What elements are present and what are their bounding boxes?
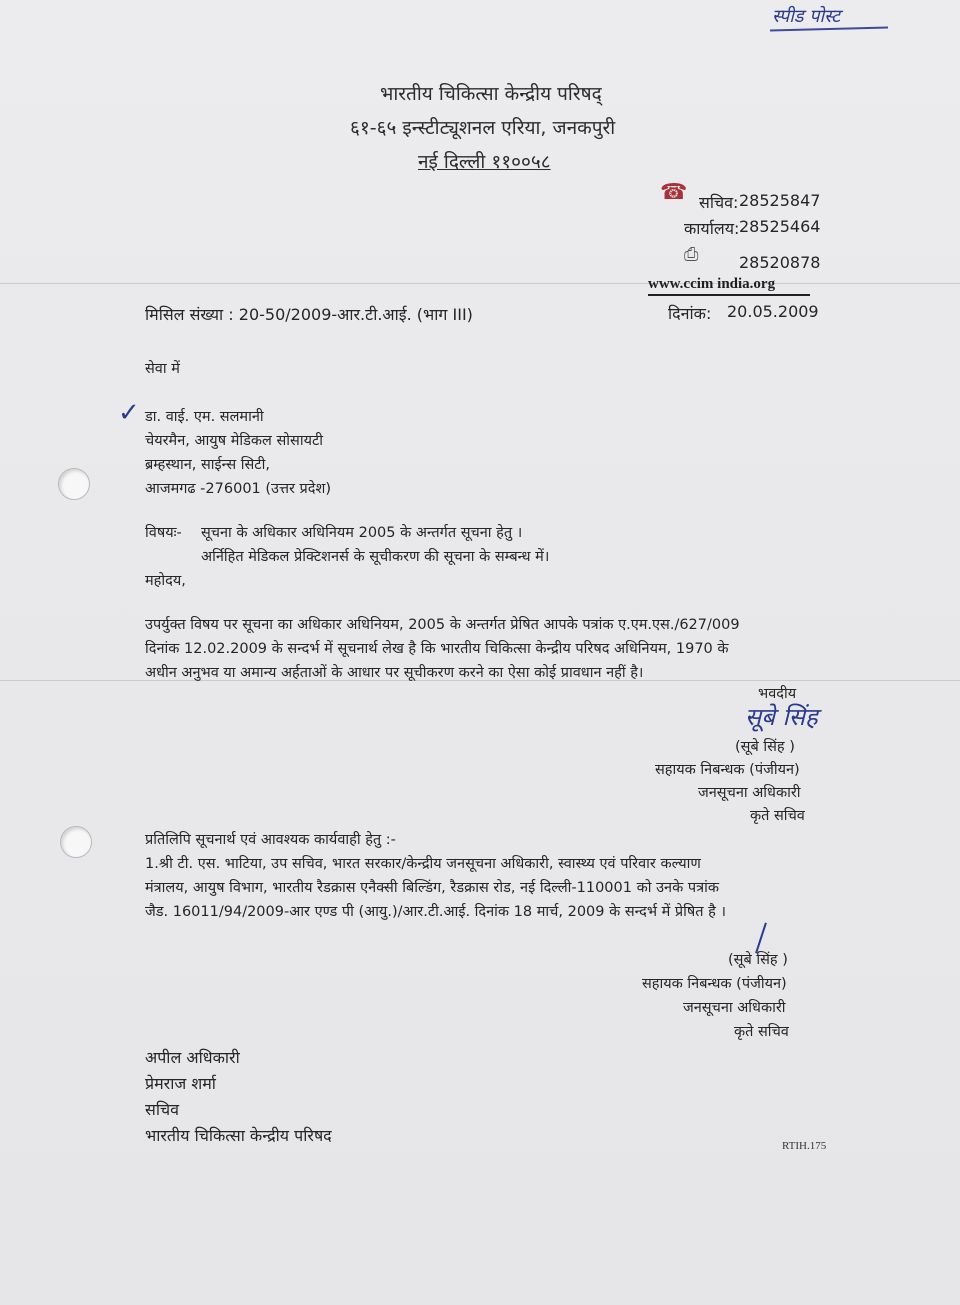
telephone-icon: ☎ [660,180,688,205]
handwritten-signature: सूबे सिंह [745,703,818,731]
office-label: कार्यालय: [684,219,740,238]
recipient-line: ब्रम्हस्थान, साईन्स सिटी, [145,457,270,473]
signatory-for: कृते सचिव [734,1024,789,1040]
handwritten-note: स्पीड पोस्ट [772,6,841,27]
copy-heading: प्रतिलिपि सूचनार्थ एवं आवश्यक कार्यवाही हेतु :- [145,832,396,848]
signatory-role: जनसूचना अधिकारी [698,785,801,801]
subject-label: विषयः- [145,525,182,541]
copy-line: जैड. 16011/94/2009-आर एण्ड पी (आयु.)/आर.टी.आई. दिनांक 18 मार्च, 2009 के सन्दर्भ में प्रेषित है । [145,904,726,920]
org-city: नई दिल्ली ११००५८ [418,151,551,173]
fax-number: 28520878 [739,253,821,272]
website-underline [648,294,810,296]
secretary-phone: 28525847 [739,191,821,210]
appeal-line: भारतीय चिकित्सा केन्द्रीय परिषद [145,1126,332,1145]
copy-line: 1.श्री टी. एस. भाटिया, उप सचिव, भारत सरकार/केन्द्रीय जनसूचना अधिकारी, स्वास्थ्य एवं परिवार कल्याण [145,856,701,872]
appeal-line: सचिव [145,1100,180,1119]
paragraph-line: दिनांक 12.02.2009 के सन्दर्भ में सूचनार्थ लेख है कि भारतीय चिकित्सा केन्द्रीय परिषद अधिनियम, 1970 के [145,641,729,657]
appeal-line: अपील अधिकारी [145,1048,240,1067]
checkmark-icon: ✓ [118,398,140,428]
punch-hole [58,468,90,500]
file-number: मिसिल संख्या : 20-50/2009-आर.टी.आई. (भाग III) [145,305,473,324]
signatory-designation: सहायक निबन्धक (पंजीयन) [642,976,787,992]
appeal-line: प्रेमराज शर्मा [145,1074,216,1093]
subject-line: अर्निहित मेडिकल प्रेक्टिशनर्स के सूचीकरण की सूचना के सम्बन्ध में। [201,549,550,565]
signatory-name: (सूबे सिंह ) [735,739,795,755]
office-phone: 28525464 [739,217,821,236]
greeting: महोदय, [145,573,186,589]
org-name: भारतीय चिकित्सा केन्द्रीय परिषद् [380,83,602,105]
signatory-name: (सूबे सिंह ) [728,952,788,968]
closing: भवदीय [758,686,797,702]
signatory-for: कृते सचिव [750,808,805,824]
org-address: ६१-६५ इन्स्टीट्यूशनल एरिया, जनकपुरी [350,117,616,139]
recipient-line: डा. वाई. एम. सलमानी [145,409,264,425]
punch-hole [60,826,92,858]
secretary-label: सचिव: [699,193,739,212]
website-link[interactable]: www.ccim india.org [648,276,776,292]
salutation-to: सेवा में [145,361,180,377]
footer-code: RTIH.175 [782,1140,827,1152]
copy-line: मंत्रालय, आयुष विभाग, भारतीय रैडक्रास एनैक्सी बिल्डिंग, रैडक्रास रोड, नई दिल्ली-110001 को उनके पत्रांक [145,880,719,896]
signatory-designation: सहायक निबन्धक (पंजीयन) [655,762,800,778]
date-value: 20.05.2009 [727,302,819,321]
paper-fold [0,283,960,284]
recipient-line: चेयरमैन, आयुष मेडिकल सोसायटी [145,433,324,449]
date-label: दिनांक: [668,304,712,323]
subject-line: सूचना के अधिकार अधिनियम 2005 के अन्तर्गत सूचना हेतु । [201,525,523,541]
fax-icon: ⎙ [684,244,699,265]
paragraph-line: उपर्युक्त विषय पर सूचना का अधिकार अधिनियम, 2005 के अन्तर्गत प्रेषित आपके पत्रांक ए.एम.एस./627/009 [145,617,740,633]
recipient-line: आजमगढ -276001 (उत्तर प्रदेश) [145,481,332,497]
paragraph-line: अधीन अनुभव या अमान्य अर्हताओं के आधार पर सूचीकरण करने का ऐसा कोई प्रावधान नहीं है। [145,665,644,681]
signatory-role: जनसूचना अधिकारी [683,1000,786,1016]
